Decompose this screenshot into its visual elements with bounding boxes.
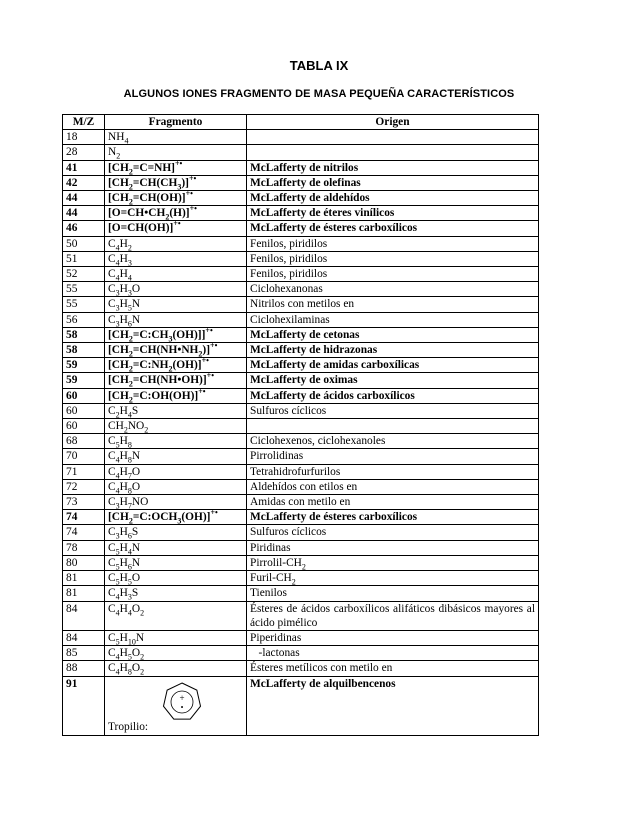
cell-origin: McLafferty de cetonas bbox=[247, 327, 539, 342]
cell-fragment: $[O=CH•CH_2(H)]^{+•}$ bbox=[105, 206, 247, 221]
fragment-ions-table bbox=[62, 114, 539, 736]
cell-mz: 60 bbox=[63, 419, 105, 434]
cell-origin: McLafferty de éteres vinílicos bbox=[247, 206, 539, 221]
cell-origin: Ésteres metílicos con metilo en bbox=[247, 661, 539, 676]
cell-fragment: $C_4H_8O$ bbox=[105, 479, 247, 494]
table-row bbox=[63, 601, 539, 630]
cell-fragment: $C_4H_2$ bbox=[105, 236, 247, 251]
cell-mz: 85 bbox=[63, 646, 105, 661]
cell-mz: 46 bbox=[63, 221, 105, 236]
cell-mz: 84 bbox=[63, 630, 105, 645]
table-row bbox=[63, 434, 539, 449]
table-row bbox=[63, 630, 539, 645]
cell-origin: McLafferty de aldehídos bbox=[247, 191, 539, 206]
cell-fragment: $C_3H_6S$ bbox=[105, 525, 247, 540]
cell-mz: 81 bbox=[63, 586, 105, 601]
table-row bbox=[63, 282, 539, 297]
tropylium-ring-icon bbox=[160, 680, 204, 724]
table-row bbox=[63, 160, 539, 175]
header-origin: Origen bbox=[247, 115, 539, 130]
cell-fragment: $C_5H_4N$ bbox=[105, 540, 247, 555]
cell-fragment: $C_4H_4$ bbox=[105, 267, 247, 282]
table-title: TABLA IX bbox=[289, 58, 349, 73]
table-row bbox=[63, 571, 539, 586]
cell-origin: Nitrilos con metilos en bbox=[247, 297, 539, 312]
cell-origin: McLafferty de hidrazonas bbox=[247, 343, 539, 358]
cell-mz: 74 bbox=[63, 510, 105, 525]
cell-mz: 58 bbox=[63, 327, 105, 342]
table-row bbox=[63, 403, 539, 418]
cell-fragment: $[CH_2=CH(NH•OH)]^{+•}$ bbox=[105, 373, 247, 388]
table-row bbox=[63, 327, 539, 342]
cell-fragment: $C_4H_7O$ bbox=[105, 464, 247, 479]
cell-mz: 81 bbox=[63, 571, 105, 586]
cell-fragment: $N_2$ bbox=[105, 145, 247, 160]
cell-origin: McLafferty de ésteres carboxílicos bbox=[247, 221, 539, 236]
cell-mz: 42 bbox=[63, 175, 105, 190]
cell-mz: 41 bbox=[63, 160, 105, 175]
table-row bbox=[63, 540, 539, 555]
cell-fragment: $C_4H_3S$ bbox=[105, 586, 247, 601]
cell-origin: Fenilos, piridilos bbox=[247, 251, 539, 266]
table-row bbox=[63, 525, 539, 540]
cell-fragment: $[CH_2=C:OH(OH)]^{+•}$ bbox=[105, 388, 247, 403]
table-row bbox=[63, 206, 539, 221]
cell-mz: 52 bbox=[63, 267, 105, 282]
cell-mz: 59 bbox=[63, 358, 105, 373]
cell-fragment: $C_4H_8N$ bbox=[105, 449, 247, 464]
cell-fragment: $[CH_2=C:CH_3(OH)]]^{+•}$ bbox=[105, 327, 247, 342]
cell-fragment: $C_4H_4O_2$ bbox=[105, 601, 247, 630]
table-subtitle: ALGUNOS IONES FRAGMENTO DE MASA PEQUEÑA CARACTERÍSTICOS bbox=[123, 88, 515, 100]
radical-dot: • bbox=[180, 702, 184, 712]
cell-fragment: $C_3H_7NO$ bbox=[105, 495, 247, 510]
cell-fragment: $[CH_2=C:OCH_3(OH)]^{+•}$ bbox=[105, 510, 247, 525]
table-row bbox=[63, 555, 539, 570]
table-row bbox=[63, 267, 539, 282]
table-row bbox=[63, 676, 539, 735]
cell-origin: Piperidinas bbox=[247, 630, 539, 645]
cell-origin: Fenilos, piridilos bbox=[247, 236, 539, 251]
cell-fragment: $C_5H_5O$ bbox=[105, 571, 247, 586]
cell-mz: 68 bbox=[63, 434, 105, 449]
table-row bbox=[63, 175, 539, 190]
cell-fragment: $C_3H_6N$ bbox=[105, 312, 247, 327]
cell-mz: 84 bbox=[63, 601, 105, 630]
table-row bbox=[63, 510, 539, 525]
cell-origin: Aldehídos con etilos en bbox=[247, 479, 539, 494]
cell-fragment: $[CH_2=CH(NH•NH_2)]^{+•}$ bbox=[105, 343, 247, 358]
cell-origin: Ésteres de ácidos carboxílicos alifáticos dibásicos mayores al ácido pimélico bbox=[247, 601, 539, 630]
cell-mz: 88 bbox=[63, 661, 105, 676]
table-row bbox=[63, 388, 539, 403]
cell-origin: McLafferty de ésteres carboxílicos bbox=[247, 510, 539, 525]
table-row bbox=[63, 236, 539, 251]
cell-fragment: $C_5H_{10}N$ bbox=[105, 630, 247, 645]
cell-origin: McLafferty de amidas carboxílicas bbox=[247, 358, 539, 373]
cell-mz: 59 bbox=[63, 373, 105, 388]
cell-mz: 58 bbox=[63, 343, 105, 358]
table-row bbox=[63, 312, 539, 327]
cell-origin: Ciclohexanonas bbox=[247, 282, 539, 297]
table-row bbox=[63, 464, 539, 479]
table-row bbox=[63, 373, 539, 388]
table-row bbox=[63, 449, 539, 464]
table-body bbox=[63, 130, 539, 735]
cell-origin: Fenilos, piridilos bbox=[247, 267, 539, 282]
table-row bbox=[63, 297, 539, 312]
cell-origin: Ciclohexenos, ciclohexanoles bbox=[247, 434, 539, 449]
table-row bbox=[63, 646, 539, 661]
cell-mz: 80 bbox=[63, 555, 105, 570]
cell-origin: Ciclohexilaminas bbox=[247, 312, 539, 327]
cell-fragment: $[CH_2=CH(OH)]^{+•}$ bbox=[105, 191, 247, 206]
cell-origin: McLafferty de oximas bbox=[247, 373, 539, 388]
cell-mz: 28 bbox=[63, 145, 105, 160]
cell-origin: Pirrolil-$CH_2$ bbox=[247, 555, 539, 570]
cell-mz: 70 bbox=[63, 449, 105, 464]
header-fragment: Fragmento bbox=[105, 115, 247, 130]
tropylium-label: Tropilio: bbox=[108, 721, 149, 734]
cell-origin: Sulfuros cíclicos bbox=[247, 525, 539, 540]
table-row bbox=[63, 221, 539, 236]
cell-mz: 51 bbox=[63, 251, 105, 266]
cell-mz: 56 bbox=[63, 312, 105, 327]
cell-origin: Tetrahidrofurfurilos bbox=[247, 464, 539, 479]
cell-mz: 74 bbox=[63, 525, 105, 540]
cell-origin: McLafferty de olefinas bbox=[247, 175, 539, 190]
cell-mz: 72 bbox=[63, 479, 105, 494]
cell-fragment bbox=[105, 676, 247, 735]
cell-fragment: $C_3H_5N$ bbox=[105, 297, 247, 312]
cell-origin: Piridinas bbox=[247, 540, 539, 555]
cell-fragment: $C_4H_5O_2$ bbox=[105, 646, 247, 661]
cell-origin: Sulfuros cíclicos bbox=[247, 403, 539, 418]
cell-fragment: $[CH_2=CH(CH_3)]^{+•}$ bbox=[105, 175, 247, 190]
cell-origin: Pirrolidinas bbox=[247, 449, 539, 464]
cell-mz: 78 bbox=[63, 540, 105, 555]
table-row bbox=[63, 145, 539, 160]
cell-mz: 73 bbox=[63, 495, 105, 510]
cell-origin bbox=[247, 145, 539, 160]
table-row bbox=[63, 586, 539, 601]
cell-mz: 55 bbox=[63, 282, 105, 297]
cell-fragment: $C_2H_4S$ bbox=[105, 403, 247, 418]
table-row bbox=[63, 495, 539, 510]
cell-origin: McLafferty de ácidos carboxílicos bbox=[247, 388, 539, 403]
header-row bbox=[63, 115, 539, 130]
table-row bbox=[63, 358, 539, 373]
cell-mz: 44 bbox=[63, 206, 105, 221]
header-mz: M/Z bbox=[63, 115, 105, 130]
table-row bbox=[63, 251, 539, 266]
cell-fragment: $C_3H_3O$ bbox=[105, 282, 247, 297]
cell-fragment: $C_5H_8$ bbox=[105, 434, 247, 449]
table-row bbox=[63, 343, 539, 358]
cell-mz: 44 bbox=[63, 191, 105, 206]
cell-origin: -lactonas bbox=[247, 646, 539, 661]
cell-origin: Furil-$CH_2$ bbox=[247, 571, 539, 586]
cell-fragment: $[CH_2=C:NH_2(OH)]^{+•}$ bbox=[105, 358, 247, 373]
cell-origin bbox=[247, 130, 539, 145]
cell-mz: 60 bbox=[63, 403, 105, 418]
table-row bbox=[63, 191, 539, 206]
cell-mz: 71 bbox=[63, 464, 105, 479]
cell-mz: 60 bbox=[63, 388, 105, 403]
cell-fragment: $[CH_2=C=NH]^{+•}$ bbox=[105, 160, 247, 175]
cell-fragment: [O=CH(OH)]+• bbox=[105, 221, 247, 236]
table-row bbox=[63, 130, 539, 145]
cell-origin bbox=[247, 419, 539, 434]
cell-mz: 55 bbox=[63, 297, 105, 312]
charge-label: + bbox=[179, 692, 185, 703]
cell-fragment: $C_4H_8O_2$ bbox=[105, 661, 247, 676]
cell-origin: McLafferty de alquilbencenos bbox=[247, 676, 539, 735]
cell-mz: 50 bbox=[63, 236, 105, 251]
cell-mz: 91 bbox=[63, 676, 105, 735]
cell-origin: McLafferty de nitrilos bbox=[247, 160, 539, 175]
cell-fragment: $C_5H_6N$ bbox=[105, 555, 247, 570]
cell-mz: 18 bbox=[63, 130, 105, 145]
cell-fragment: $CH_2NO_2$ bbox=[105, 419, 247, 434]
cell-origin: Tienilos bbox=[247, 586, 539, 601]
cell-origin: Amidas con metilo en bbox=[247, 495, 539, 510]
table-row bbox=[63, 479, 539, 494]
table-row bbox=[63, 419, 539, 434]
cell-fragment: $NH_4$ bbox=[105, 130, 247, 145]
cell-fragment: $C_4H_3$ bbox=[105, 251, 247, 266]
table-row bbox=[63, 661, 539, 676]
